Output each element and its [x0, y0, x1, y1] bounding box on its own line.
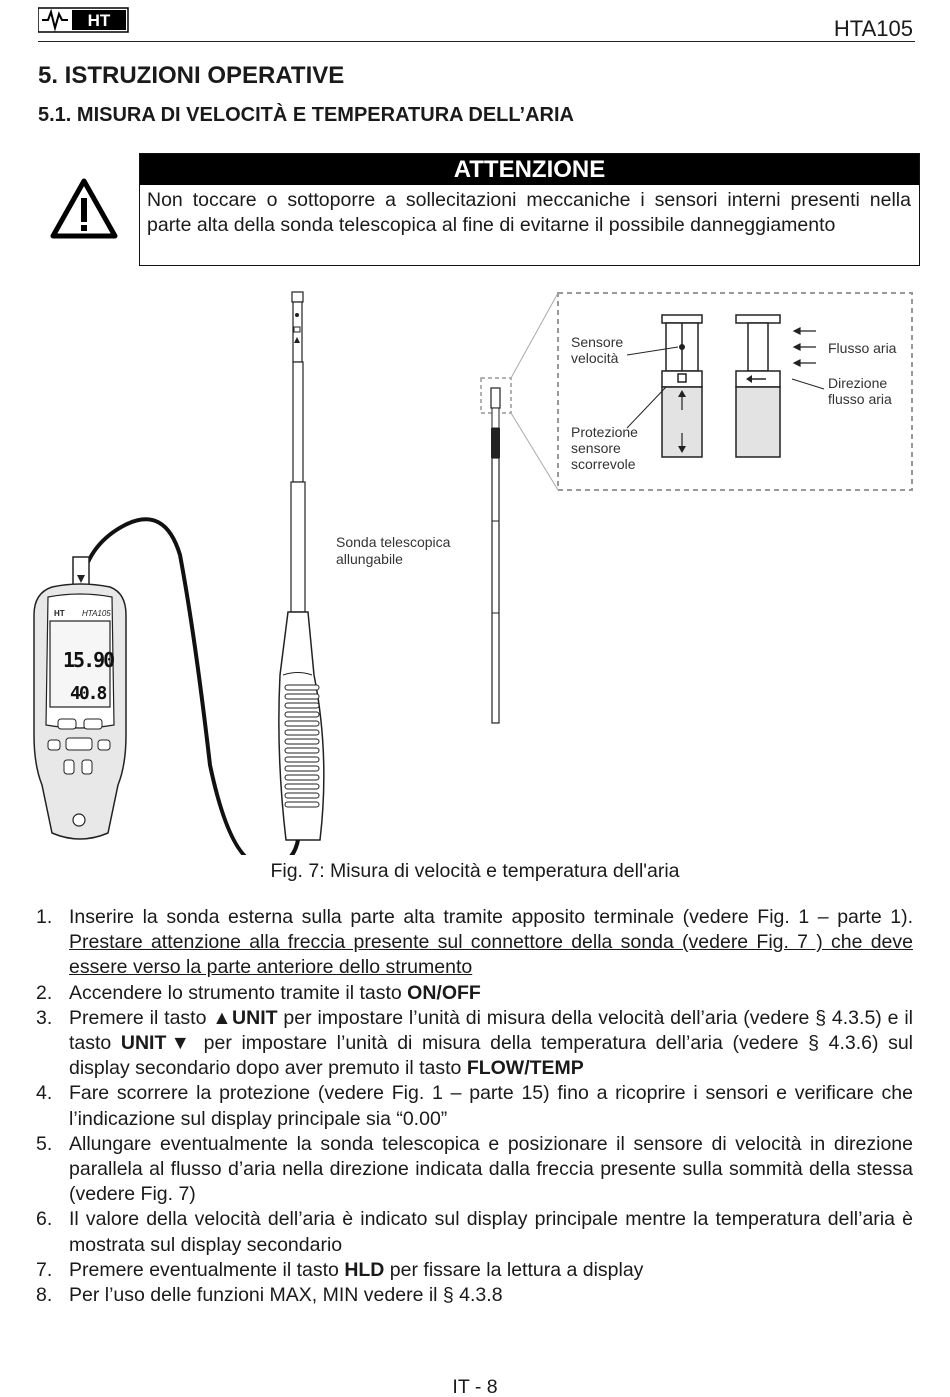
step-key-label: FLOW/TEMP	[466, 1057, 584, 1080]
step-item	[36, 1207, 913, 1257]
figure-7	[30, 285, 920, 855]
step-number: 7.	[36, 1258, 53, 1281]
sensor-detail-left	[662, 315, 702, 457]
device-main-reading: 15.90	[63, 648, 114, 672]
warning-box	[139, 153, 920, 266]
step-text: per impostare l’unità di misura della velocità dell’aria (vedere § 4.3.5) e il tasto	[69, 1006, 914, 1055]
step-text: Accendere lo strumento tramite il tasto	[69, 981, 408, 1004]
step-item	[36, 905, 913, 981]
label-air-flow: Flusso aria	[828, 340, 897, 356]
ht-logo	[38, 4, 130, 36]
step-number: 2.	[36, 981, 53, 1004]
step-key-label: ▲UNIT	[212, 1006, 278, 1029]
page-number: IT - 8	[452, 1376, 498, 1397]
device-model: HTA105	[82, 609, 111, 618]
step-text: Inserire la sonda esterna sulla parte alta tramite apposito terminale (vedere Fig. 1 – parte 1).	[69, 906, 913, 928]
step-number: 8.	[36, 1284, 53, 1307]
air-flow-arrows	[794, 328, 816, 366]
label-sensor-speed-2: velocità	[571, 350, 619, 366]
step-item	[36, 1132, 913, 1208]
step-number: 4.	[36, 1082, 53, 1105]
step-text: per impostare l’unità di misura della temperatura dell’aria (vedere § 4.3.6) sul display secondario dopo aver premuto il tasto	[69, 1032, 914, 1080]
step-number: 5.	[36, 1132, 53, 1155]
label-flow-direction-1: Direzione	[828, 375, 888, 391]
step-text: Prestare attenzione alla freccia presente sul connettore della sonda (vedere Fig. 7 ) che deve essere verso la parte anteriore dello strumento	[69, 931, 913, 979]
device-secondary-reading: 40.8	[70, 683, 106, 704]
step-key-label: ON/OFF	[407, 981, 481, 1004]
label-protection-3: scorrevole	[571, 456, 636, 472]
page-header	[38, 4, 915, 42]
warning-title: ATTENZIONE	[140, 154, 919, 185]
step-item	[36, 981, 913, 1006]
warning-text: Non toccare o sottoporre a sollecitazioni meccaniche i sensori interni presenti nella parte alta della sonda telescopica al fine di evitarne il possibile danneggiamento	[147, 189, 911, 236]
label-protection-2: sensore	[571, 440, 621, 456]
steps-list	[36, 905, 913, 1308]
step-text: Premere il tasto	[69, 1006, 213, 1029]
device-brand: HT	[54, 609, 65, 618]
label-probe-2: allungabile	[336, 551, 403, 567]
step-text: Il valore della velocità dell’aria è indicato sul display principale mentre la temperatura dell’aria è mostrata sul display secondario	[69, 1208, 913, 1256]
label-sensor-speed-1: Sensore	[571, 334, 624, 350]
label-flow-direction-2: flusso aria	[828, 391, 892, 407]
step-number: 1.	[36, 906, 53, 928]
sensor-detail-right	[736, 315, 780, 457]
figure-caption: Fig. 7: Misura di velocità e temperatura dell'aria	[270, 860, 680, 882]
step-item	[36, 1258, 913, 1283]
step-key-label: HLD	[344, 1258, 385, 1281]
label-protection-1: Protezione	[571, 424, 638, 440]
meter-device	[34, 584, 126, 839]
section-title: 5. ISTRUZIONI OPERATIVE	[38, 62, 345, 89]
label-probe-1: Sonda telescopica	[336, 534, 451, 550]
step-key-label: UNIT▼	[120, 1032, 195, 1055]
power-icon	[73, 814, 85, 826]
step-text: Allungare eventualmente la sonda telescopica e posizionare il sensore di velocità in direzione parallela al flusso d’aria nella direzione indicata dalla freccia presente sulla sommità della stessa (vedere Fig. 7)	[69, 1132, 913, 1206]
step-number: 3.	[36, 1006, 53, 1029]
step-text: per fissare la lettura a display	[384, 1258, 644, 1281]
step-item	[36, 1006, 913, 1082]
probe-thin	[491, 388, 500, 723]
step-text: Premere eventualmente il tasto	[69, 1258, 345, 1281]
probe-telescopic	[279, 292, 324, 840]
step-text: Per l’uso delle funzioni MAX, MIN vedere il § 4.3.8	[69, 1284, 503, 1307]
subsection-title: 5.1. MISURA DI VELOCITÀ E TEMPERATURA DELL’ARIA	[38, 104, 574, 126]
step-number: 6.	[36, 1208, 53, 1231]
logo-text: HT	[87, 11, 111, 30]
model-label: HTA105	[833, 16, 913, 41]
step-text: Fare scorrere la protezione (vedere Fig. 1 – parte 15) fino a ricoprire i sensori e verificare che l’indicazione sul display principale sia “0.00”	[69, 1082, 913, 1130]
step-item	[36, 1081, 913, 1131]
step-item	[36, 1283, 913, 1308]
warning-triangle-icon	[50, 178, 118, 240]
